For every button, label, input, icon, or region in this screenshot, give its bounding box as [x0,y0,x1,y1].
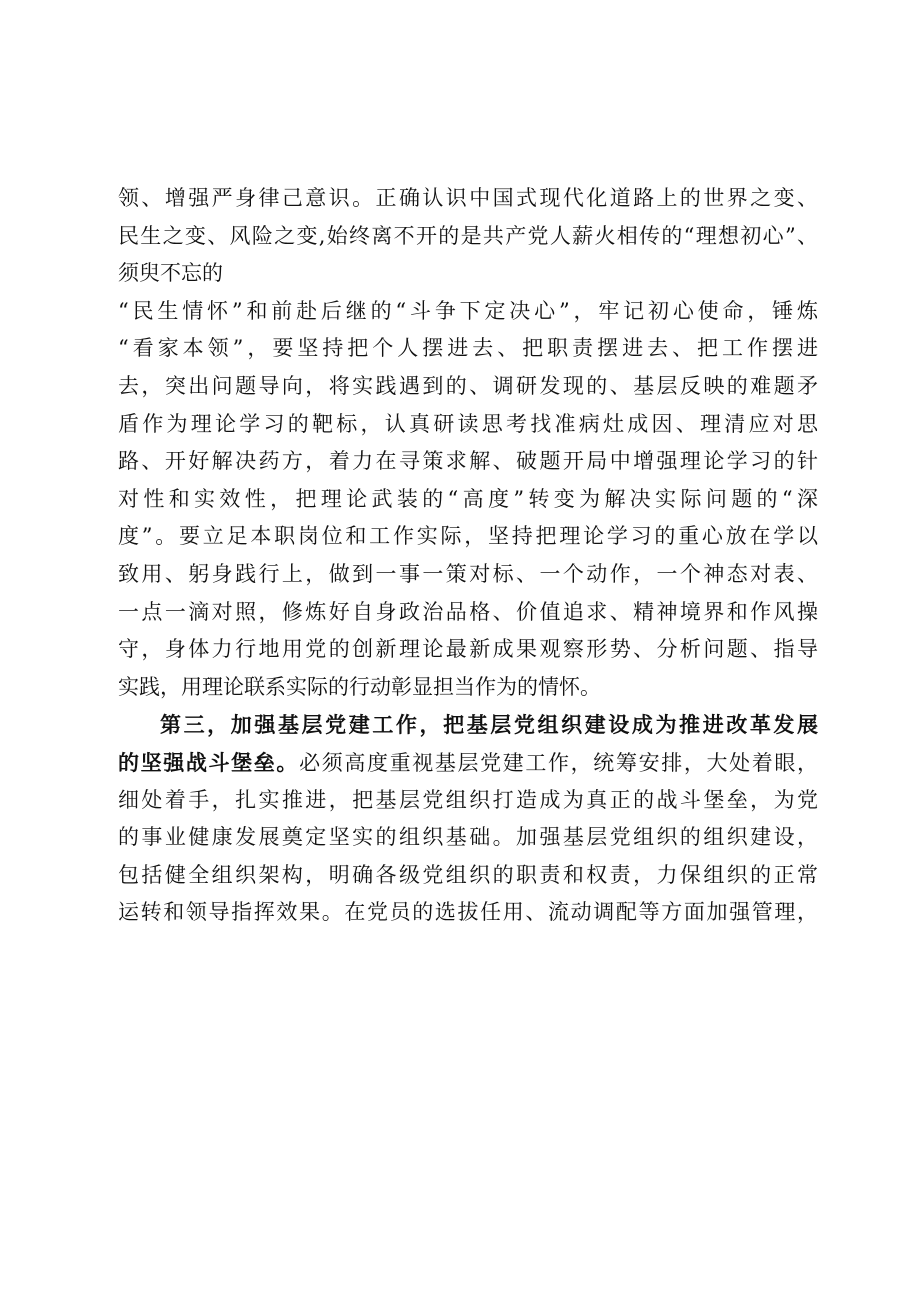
text-line: 盾作为理论学习的靶标，认真研读思考找准病灶成因、理清应对思 [118,411,818,436]
text-line: 民生之变、风险之变,始终离不开的是共产党人薪火相传的“理想初心”、 [118,223,818,248]
text-line: 一点一滴对照，修炼好自身政治品格、价值追求、精神境界和作风操 [118,599,818,624]
text-line [118,744,818,782]
text-line: 度”。要立足本职岗位和工作实际，坚持把理论学习的重心放在学以 [118,524,818,549]
text-line: “看家本领”，要坚持把个人摆进去、把职责摆进去、把工作摆进 [118,336,818,361]
text-line: 去，突出问题导向，将实践遇到的、调研发现的、基层反映的难题矛 [118,373,818,398]
text-line: 须臾不忘的 [118,261,223,286]
text-line: 领、增强严身律己意识。正确认识中国式现代化道路上的世界之变、 [118,186,818,210]
text-run: 必须高度重视基层党建工作，统筹安排，大处着眼， [299,750,819,775]
text-line: 运转和领导指挥效果。在党员的选拔任用、流动调配等方面加强管理， [118,900,818,925]
text-line: 路、开好解决药方，着力在寻策求解、破题开局中增强理论学习的针 [118,449,818,474]
text-line: 的事业健康发展奠定坚实的组织基础。加强基层党组织的组织建设， [118,825,818,850]
text-line: 实践，用理论联系实际的行动彰显担当作为的情怀。 [118,674,601,699]
text-line: 包括健全组织架构，明确各级党组织的职责和权责，力保组织的正常 [118,862,818,887]
text-line: “民生情怀”和前赴后继的“斗争下定决心”，牢记初心使命，锤炼 [118,298,818,323]
text-line: 对性和实效性，把理论武装的“高度”转变为解决实际问题的“深 [118,486,818,511]
text-line: 致用、躬身践行上，做到一事一策对标、一个动作，一个神态对表、 [118,561,818,586]
section-heading-line: 第三，加强基层党建工作，把基层党组织建设成为推进改革发展 [160,712,818,738]
text-line: 细处着手，扎实推进，把基层党组织打造成为真正的战斗堡垒，为党 [118,787,818,812]
document-body [118,180,818,932]
text-line: 守，身体力行地用党的创新理论最新成果观察形势、分析问题、指导 [118,637,818,662]
section-heading-end: 的坚强战斗堡垒。 [118,749,300,775]
